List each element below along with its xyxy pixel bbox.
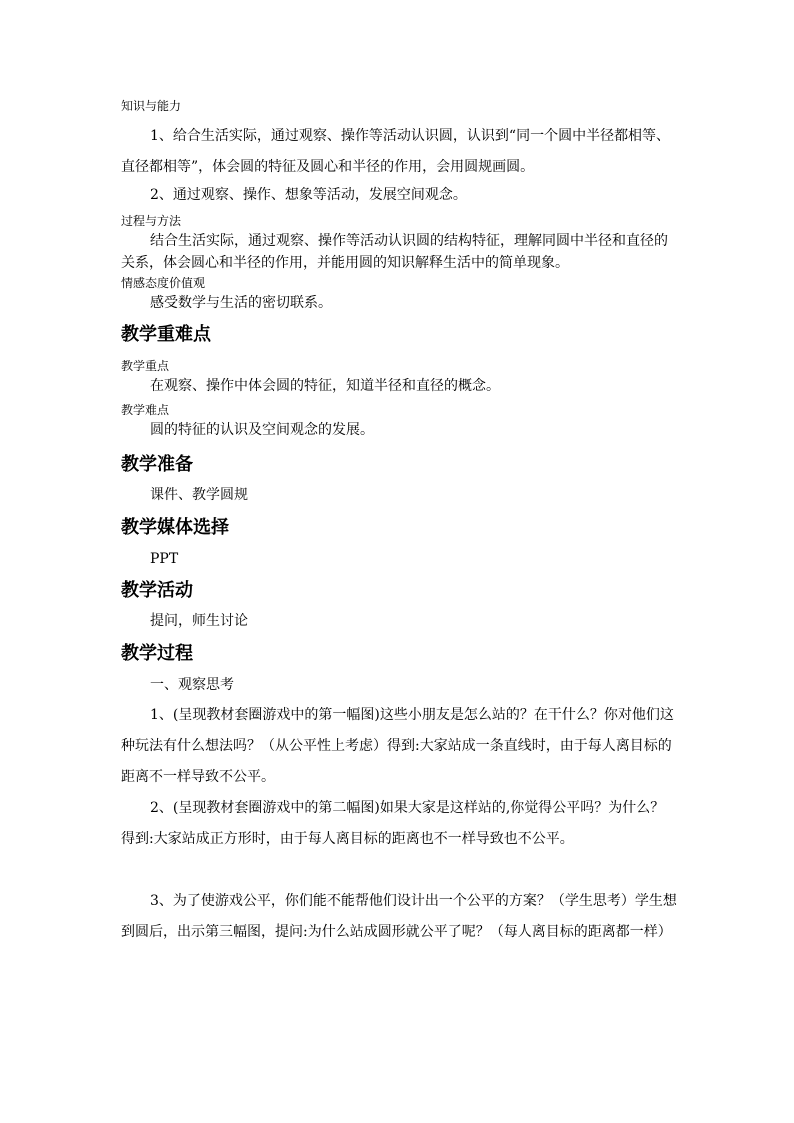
paragraph-procedure-1: 1、(呈现教材套圈游戏中的第一幅图)这些小朋友是怎么站的？在干什么？你对他们这种玩法有什么想法吗？（从公平性上考虑）得到:大家站成一条直线时，由于每人离目标的距离不一样导致不公平。 bbox=[121, 707, 674, 785]
heading-process-method: 过程与方法 bbox=[121, 214, 182, 228]
paragraph-activity: 提问，师生讨论 bbox=[150, 613, 248, 629]
paragraph-procedure-3: 3、为了使游戏公平，你们能不能帮他们设计出一个公平的方案？（学生思考）学生想到圆后，出示第三幅图，提问:为什么站成圆形就公平了呢？（每人离目标的距离都一样） bbox=[121, 893, 677, 940]
paragraph-procedure-sub1: 一、观察思考 bbox=[150, 677, 234, 693]
heading-emotion-attitude: 情感态度价值观 bbox=[121, 276, 206, 290]
heading-activity: 教学活动 bbox=[121, 580, 193, 601]
paragraph-emotion: 感受数学与生活的密切联系。 bbox=[150, 295, 332, 311]
heading-procedure: 教学过程 bbox=[121, 643, 193, 664]
heading-media: 教学媒体选择 bbox=[121, 517, 229, 538]
paragraph-key-point: 在观察、操作中体会圆的特征，知道半径和直径的概念。 bbox=[150, 378, 500, 394]
heading-key-point: 教学重点 bbox=[121, 359, 170, 373]
heading-key-difficult: 教学重难点 bbox=[121, 324, 211, 345]
paragraph-knowledge-2: 2、通过观察、操作、想象等活动，发展空间观念。 bbox=[150, 187, 467, 203]
heading-difficult-point: 教学难点 bbox=[121, 403, 170, 417]
paragraph-procedure-2: 2、(呈现教材套圈游戏中的第二幅图)如果大家是这样站的,你觉得公平吗？为什么？得到:大家站成正方形时，由于每人离目标的距离也不一样导致也不公平。 bbox=[121, 800, 665, 847]
paragraph-knowledge-1: 1、给合生活实际，通过观察、操作等活动认识圆，认识到“同一个圆中半径都相等、直径都相等”，体会圆的特征及圆心和半径的作用，会用圆规画圆。 bbox=[121, 128, 671, 175]
paragraph-difficult-point: 圆的特征的认识及空间观念的发展。 bbox=[150, 422, 374, 438]
heading-knowledge-ability: 知识与能力 bbox=[121, 99, 182, 113]
paragraph-preparation: 课件、教学圆规 bbox=[150, 487, 248, 503]
paragraph-process-method: 结合生活实际，通过观察、操作等活动认识圆的结构特征，理解同圆中半径和直径的关系，体会圆心和半径的作用，并能用圆的知识解释生活中的简单现象。 bbox=[121, 233, 668, 271]
paragraph-media: PPT bbox=[150, 551, 179, 567]
heading-preparation: 教学准备 bbox=[121, 454, 193, 475]
